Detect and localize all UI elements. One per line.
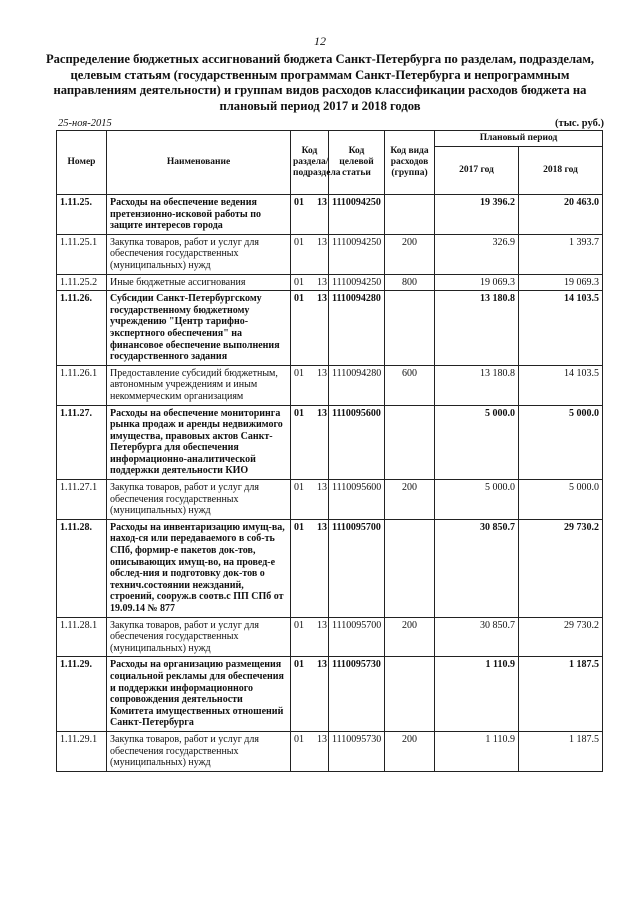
row-group-code: 200 bbox=[385, 617, 435, 657]
subsection-code: 13 bbox=[317, 521, 327, 533]
row-number: 1.11.28.1 bbox=[57, 617, 107, 657]
row-article-code: 1110094280 bbox=[329, 365, 385, 405]
subsection-code: 13 bbox=[317, 197, 327, 208]
table-row bbox=[57, 731, 603, 771]
header-article-code: Код целевой статьи bbox=[329, 131, 385, 195]
row-name: Закупка товаров, работ и услуг для обеспечения государственных (муниципальных) нужд bbox=[107, 480, 291, 520]
row-article-code: 1110095700 bbox=[329, 519, 385, 617]
row-group-code bbox=[385, 405, 435, 480]
table-row bbox=[57, 195, 603, 235]
row-number: 1.11.26. bbox=[57, 291, 107, 366]
row-name: Закупка товаров, работ и услуг для обеспечения государственных (муниципальных) нужд bbox=[107, 234, 291, 274]
section-code: 01 bbox=[294, 197, 304, 208]
row-value-2017: 30 850.7 bbox=[435, 617, 519, 657]
table-header bbox=[57, 131, 603, 195]
table-row bbox=[57, 480, 603, 520]
row-section-code bbox=[291, 731, 329, 771]
row-value-2018: 5 000.0 bbox=[519, 405, 603, 480]
subsection-code: 13 bbox=[317, 293, 327, 305]
units-label: (тыс. руб.) bbox=[555, 118, 604, 129]
row-name: Расходы на организацию размещения социальной рекламы для обеспечения и поддержки информационного сопровождения деятельности Комитета имущественных отношений Санкт-Петербурга bbox=[107, 657, 291, 732]
row-group-code bbox=[385, 657, 435, 732]
row-number: 1.11.26.1 bbox=[57, 365, 107, 405]
report-date: 25-ноя-2015 bbox=[58, 118, 112, 129]
row-value-2018: 1 393.7 bbox=[519, 234, 603, 274]
document-title: Распределение бюджетных ассигнований бюджета Санкт-Петербурга по разделам, подразделам, целевым статьям (государственным программам Санкт-Петербурга и непрограммным направлениям деятельности) и группам видов расходов классификации расходов бюджета на плановый период 2017 и 2018 годов bbox=[45, 52, 595, 113]
row-value-2018: 5 000.0 bbox=[519, 480, 603, 520]
row-number: 1.11.27.1 bbox=[57, 480, 107, 520]
section-code: 01 bbox=[294, 236, 304, 248]
section-code: 01 bbox=[294, 733, 304, 745]
page-number: 12 bbox=[314, 34, 326, 48]
row-number: 1.11.25.1 bbox=[57, 234, 107, 274]
subsection-code: 13 bbox=[317, 619, 327, 631]
row-number: 1.11.25.2 bbox=[57, 274, 107, 291]
row-article-code: 1110095730 bbox=[329, 731, 385, 771]
table-row bbox=[57, 657, 603, 732]
header-planned-period: Плановый период bbox=[435, 131, 603, 147]
subsection-code: 13 bbox=[317, 367, 327, 379]
subsection-code: 13 bbox=[317, 659, 327, 671]
row-section-code bbox=[291, 195, 329, 235]
section-code: 01 bbox=[294, 659, 304, 671]
row-section-code bbox=[291, 405, 329, 480]
row-name: Расходы на обеспечение ведения претензионно-исковой работы по защите интересов города bbox=[107, 195, 291, 235]
row-group-code bbox=[385, 195, 435, 235]
row-value-2017: 30 850.7 bbox=[435, 519, 519, 617]
budget-table bbox=[56, 130, 603, 772]
section-code: 01 bbox=[294, 619, 304, 631]
row-value-2017: 19 396.2 bbox=[435, 195, 519, 235]
row-value-2017: 19 069.3 bbox=[435, 274, 519, 291]
row-article-code: 1110094280 bbox=[329, 291, 385, 366]
row-value-2017: 1 110.9 bbox=[435, 731, 519, 771]
row-article-code: 1110094250 bbox=[329, 195, 385, 235]
row-value-2017: 5 000.0 bbox=[435, 480, 519, 520]
row-article-code: 1110095600 bbox=[329, 405, 385, 480]
header-section-code: Код раздела/ подраздела bbox=[291, 131, 329, 195]
section-code: 01 bbox=[294, 482, 304, 494]
row-name: Расходы на инвентаризацию имущ-ва, наход-ся или передаваемого в соб-ть СПб, формир-е пакетов док-тов, описывающих имущ-во, на провед-е обслед-ния и подготовку док-тов о технич.состоянии нежзданий, строений, сооруж.в соотв.с ПП СПб от 19.09.14 № 877 bbox=[107, 519, 291, 617]
row-group-code bbox=[385, 519, 435, 617]
row-value-2017: 13 180.8 bbox=[435, 365, 519, 405]
row-section-code bbox=[291, 234, 329, 274]
row-name: Иные бюджетные ассигнования bbox=[107, 274, 291, 291]
row-number: 1.11.29. bbox=[57, 657, 107, 732]
header-2017: 2017 год bbox=[435, 147, 519, 195]
row-name: Предоставление субсидий бюджетным, автономным учреждениям и иным некоммерческим организациям bbox=[107, 365, 291, 405]
header-name: Наименование bbox=[107, 131, 291, 195]
row-value-2017: 5 000.0 bbox=[435, 405, 519, 480]
section-code: 01 bbox=[294, 367, 304, 379]
row-number: 1.11.29.1 bbox=[57, 731, 107, 771]
subsection-code: 13 bbox=[317, 276, 327, 288]
table-row bbox=[57, 234, 603, 274]
table-row bbox=[57, 617, 603, 657]
row-number: 1.11.25. bbox=[57, 195, 107, 235]
row-section-code bbox=[291, 365, 329, 405]
row-article-code: 1110094250 bbox=[329, 274, 385, 291]
row-name: Закупка товаров, работ и услуг для обеспечения государственных (муниципальных) нужд bbox=[107, 617, 291, 657]
section-code: 01 bbox=[294, 293, 304, 305]
row-name: Субсидии Санкт-Петербургскому государственному бюджетному учреждению "Центр тарифно-экспертного обеспечения" на финансовое обеспечение выполнения государственного задания bbox=[107, 291, 291, 366]
row-value-2017: 1 110.9 bbox=[435, 657, 519, 732]
row-article-code: 1110094250 bbox=[329, 234, 385, 274]
row-number: 1.11.28. bbox=[57, 519, 107, 617]
section-code: 01 bbox=[294, 276, 304, 288]
row-group-code: 200 bbox=[385, 234, 435, 274]
row-group-code: 600 bbox=[385, 365, 435, 405]
section-code: 01 bbox=[294, 521, 304, 533]
row-value-2017: 13 180.8 bbox=[435, 291, 519, 366]
row-group-code: 800 bbox=[385, 274, 435, 291]
row-section-code bbox=[291, 274, 329, 291]
row-section-code bbox=[291, 617, 329, 657]
row-value-2018: 20 463.0 bbox=[519, 195, 603, 235]
row-value-2018: 1 187.5 bbox=[519, 657, 603, 732]
subsection-code: 13 bbox=[317, 733, 327, 745]
subsection-code: 13 bbox=[317, 482, 327, 494]
row-value-2018: 14 103.5 bbox=[519, 291, 603, 366]
header-2018: 2018 год bbox=[519, 147, 603, 195]
row-group-code bbox=[385, 291, 435, 366]
row-value-2018: 19 069.3 bbox=[519, 274, 603, 291]
row-section-code bbox=[291, 519, 329, 617]
table-row bbox=[57, 365, 603, 405]
row-value-2018: 14 103.5 bbox=[519, 365, 603, 405]
table-row bbox=[57, 274, 603, 291]
table-row bbox=[57, 519, 603, 617]
row-section-code bbox=[291, 291, 329, 366]
row-name: Расходы на обеспечение мониторинга рынка продаж и аренды недвижимого имущества, правовых актов Санкт-Петербурга для обеспечения информационно-аналитической поддержки деятельности КИО bbox=[107, 405, 291, 480]
row-value-2018: 1 187.5 bbox=[519, 731, 603, 771]
row-article-code: 1110095730 bbox=[329, 657, 385, 732]
header-group-code: Код вида расходов (группа) bbox=[385, 131, 435, 195]
table-row bbox=[57, 291, 603, 366]
table-row bbox=[57, 405, 603, 480]
header-number: Номер bbox=[57, 131, 107, 195]
row-article-code: 1110095700 bbox=[329, 617, 385, 657]
row-name: Закупка товаров, работ и услуг для обеспечения государственных (муниципальных) нужд bbox=[107, 731, 291, 771]
subsection-code: 13 bbox=[317, 407, 327, 419]
row-number: 1.11.27. bbox=[57, 405, 107, 480]
row-value-2018: 29 730.2 bbox=[519, 519, 603, 617]
row-group-code: 200 bbox=[385, 731, 435, 771]
row-section-code bbox=[291, 480, 329, 520]
subsection-code: 13 bbox=[317, 236, 327, 248]
row-value-2017: 326.9 bbox=[435, 234, 519, 274]
row-value-2018: 29 730.2 bbox=[519, 617, 603, 657]
section-code: 01 bbox=[294, 407, 304, 419]
row-group-code: 200 bbox=[385, 480, 435, 520]
row-article-code: 1110095600 bbox=[329, 480, 385, 520]
row-section-code bbox=[291, 657, 329, 732]
table-body bbox=[57, 195, 603, 772]
